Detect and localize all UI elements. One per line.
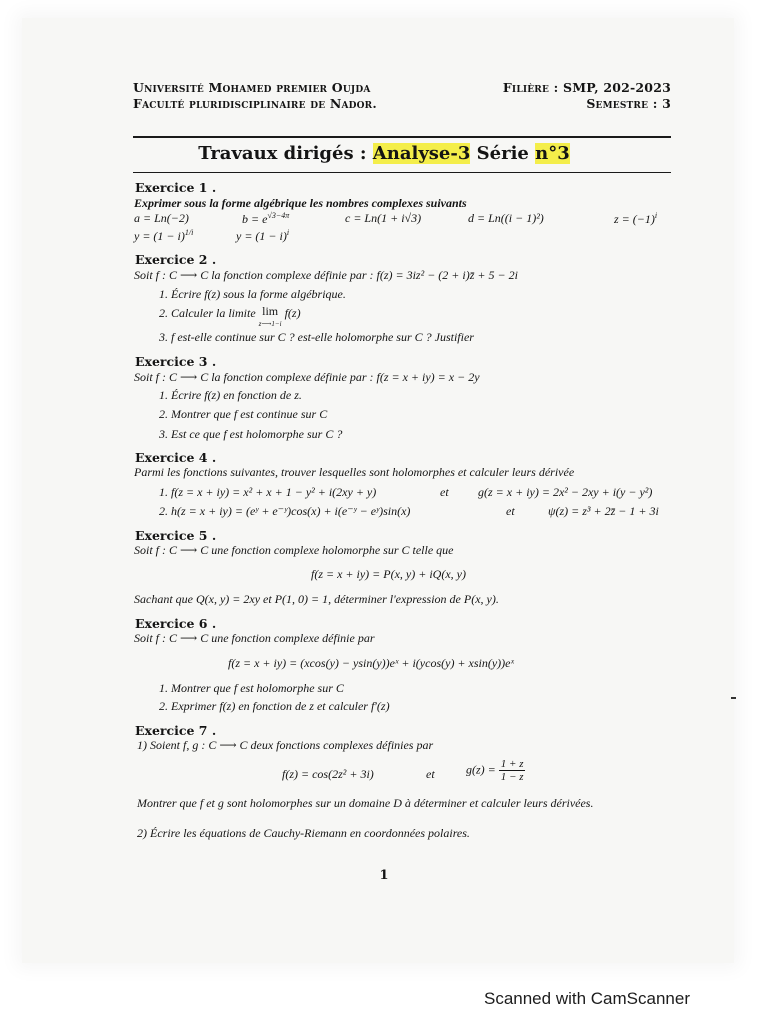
ex7-g-formula (466, 758, 525, 783)
ex7-g-numerator: 1 + z (500, 758, 524, 770)
ex6-heading: Exercice 6 . (135, 616, 217, 631)
ex4-f: 1. f(z = x + iy) = x² + x + 1 − y² + i(2xy + y) (159, 485, 377, 499)
ex3-q3: 3. Est ce que f est holomorphe sur C ? (159, 427, 343, 441)
ex2-limit-sub: z⟶1−i (258, 320, 282, 328)
ex2-q2-text: 2. Calculer la limite (159, 306, 256, 320)
ex1-y1-exp: 1/i (184, 228, 194, 237)
ex1-z-exp: i (654, 211, 658, 220)
semester: Semestre : 3 (586, 96, 671, 111)
scan-mark (731, 697, 736, 699)
ex6-q1: 1. Montrer que f est holomorphe sur C (159, 681, 344, 695)
ex1-d: d = Ln((i − 1)²) (468, 211, 544, 225)
ex1-b-base: b = e (242, 212, 268, 226)
ex2-heading: Exercice 2 . (135, 252, 217, 267)
ex1-b-exp: √3−4π (267, 211, 290, 220)
ex1-a: a = Ln(−2) (134, 211, 189, 225)
ex4-et-2: et (506, 504, 515, 518)
ex2-q1: 1. Écrire f(z) sous la forme algébrique. (159, 287, 346, 301)
ex2-limit (259, 306, 282, 330)
ex4-psi: ψ(z) = z³ + 2z̄ − 1 + 3i (548, 504, 659, 518)
title-prefix: Travaux dirigés : (198, 143, 373, 164)
ex4-heading: Exercice 4 . (135, 450, 217, 465)
ex6-q2: 2. Exprimer f(z) en fonction de z et calculer f′(z) (159, 699, 390, 713)
ex1-b (242, 211, 289, 227)
ex4-et-1: et (440, 485, 449, 499)
ex7-et: et (426, 767, 435, 781)
ex7-conclusion: Montrer que f et g sont holomorphes sur un domaine D à déterminer et calculer leurs dérivées. (137, 796, 594, 810)
title-rule-bottom (133, 172, 671, 173)
ex3-statement: Soit f : C ⟶ C la fonction complexe définie par : f(z = x + iy) = x − 2y (134, 370, 480, 384)
ex5-formula: f(z = x + iy) = P(x, y) + iQ(x, y) (311, 567, 466, 581)
ex4-g: g(z = x + iy) = 2x² − 2xy + i(y − y²) (478, 485, 653, 499)
ex1-y2-exp: i (286, 228, 290, 237)
ex3-heading: Exercice 3 . (135, 354, 217, 369)
ex2-limit-op: lim (262, 304, 279, 318)
ex1-y1-base: y = (1 − i) (134, 229, 185, 243)
title-middle: Série (470, 143, 536, 164)
title-highlight-analyse: Analyse-3 (372, 143, 471, 164)
ex1-y2 (236, 228, 289, 244)
ex7-heading: Exercice 7 . (135, 723, 217, 738)
title-highlight-serie: n°3 (535, 143, 570, 164)
ex7-g-fraction (499, 758, 526, 783)
ex7-f-formula: f(z) = cos(2z² + 3i) (282, 767, 374, 781)
page-title (0, 143, 768, 164)
university-name: Université Mohamed premier Oujda (133, 80, 371, 95)
program-year: Filière : SMP, 202-2023 (502, 80, 671, 95)
ex1-y1 (134, 228, 193, 244)
ex1-z-base: z = (−1) (614, 212, 655, 226)
ex1-c: c = Ln(1 + i√3) (345, 211, 422, 225)
ex3-q1: 1. Écrire f(z) en fonction de z. (159, 388, 302, 402)
ex1-statement: Exprimer sous la forme algébrique les nombres complexes suivants (134, 196, 467, 210)
ex4-h: 2. h(z = x + iy) = (eʸ + e⁻ʸ)cos(x) + i(e⁻ʸ − eʸ)sin(x) (159, 504, 411, 518)
ex6-statement: Soit f : C ⟶ C une fonction complexe définie par (134, 631, 375, 645)
ex5-statement: Soit f : C ⟶ C une fonction complexe holomorphe sur C telle que (134, 543, 454, 557)
ex1-y2-base: y = (1 − i) (236, 229, 287, 243)
camscanner-watermark: Scanned with CamScanner (483, 989, 690, 1008)
ex4-statement: Parmi les fonctions suivantes, trouver lesquelles sont holomorphes et calculer leurs dérivée (134, 465, 575, 479)
faculty-name: Faculté pluridisciplinaire de Nador. (133, 96, 377, 111)
ex2-statement: Soit f : C ⟶ C la fonction complexe définie par : f(z) = 3iz² − (2 + i)z̄ + 5 − 2i (134, 268, 518, 282)
ex1-z (614, 211, 657, 227)
ex7-part2: 2) Écrire les équations de Cauchy-Riemann en coordonnées polaires. (137, 826, 470, 840)
title-rule-top (133, 136, 671, 138)
ex6-formula: f(z = x + iy) = (xcos(y) − ysin(y))eˣ + i(ycos(y) + xsin(y))eˣ (228, 656, 514, 670)
ex7-g-lhs: g(z) = (466, 762, 496, 777)
ex5-heading: Exercice 5 . (135, 528, 217, 543)
ex2-q3: 3. f est-elle continue sur C ? est-elle holomorphe sur C ? Justifier (159, 330, 474, 344)
page-number: 1 (379, 868, 389, 883)
ex7-g-denominator: 1 − z (500, 771, 524, 783)
ex3-q2: 2. Montrer que f est continue sur C (159, 407, 328, 421)
ex2-q2 (159, 306, 301, 330)
ex2-q2-func: f(z) (284, 306, 301, 320)
ex7-part1: 1) Soient f, g : C ⟶ C deux fonctions complexes définies par (137, 738, 434, 752)
ex1-heading: Exercice 1 . (135, 180, 217, 195)
ex5-conclusion: Sachant que Q(x, y) = 2xy et P(1, 0) = 1, déterminer l'expression de P(x, y). (134, 592, 499, 606)
